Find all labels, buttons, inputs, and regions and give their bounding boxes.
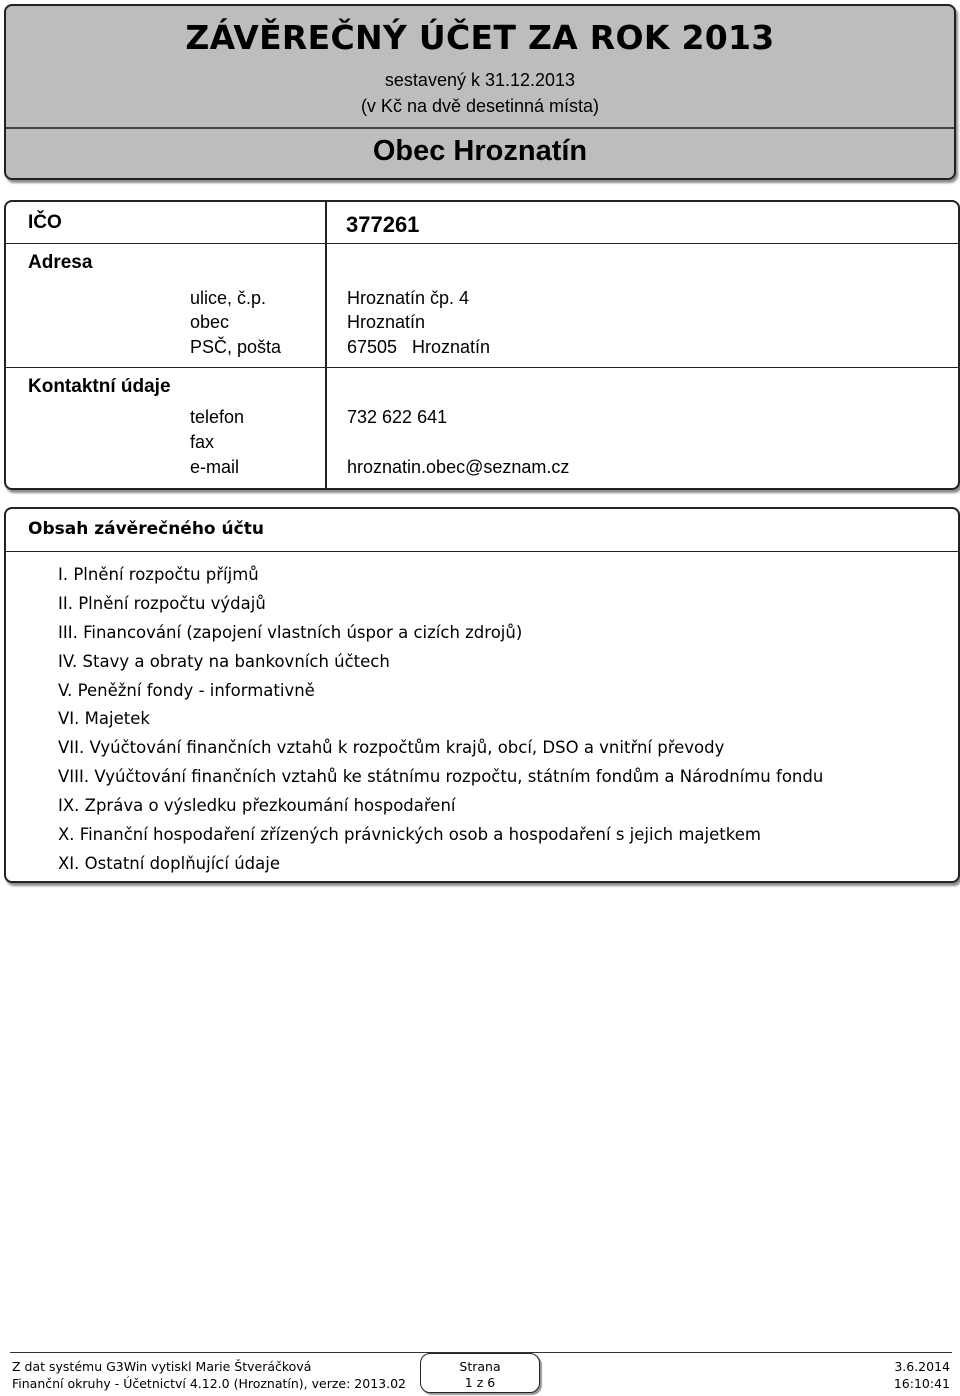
town-label: obec — [190, 312, 230, 332]
footer-module: Finanční okruhy - Účetnictví 4.12.0 (Hroznatín), verze: 2013.02 — [12, 1376, 406, 1391]
report-date: sestavený k 31.12.2013 — [384, 70, 576, 90]
email-label: e-mail — [190, 457, 240, 477]
report-units: (v Kč na dvě desetinná místa) — [360, 96, 600, 116]
footer-time: 16:10:41 — [893, 1376, 950, 1391]
row-divider — [6, 243, 958, 244]
row-divider — [6, 367, 958, 368]
list-item: VIII. Vyúčtování finančních vztahů ke státnímu rozpočtu, státním fondům a Národnímu fondu — [58, 767, 824, 787]
page-label: Strana — [459, 1359, 501, 1374]
phone-label: telefon — [190, 407, 245, 427]
contents-divider — [6, 551, 958, 552]
phone-value: 732 622 641 — [347, 407, 448, 427]
list-item: I. Plnění rozpočtu příjmů — [58, 565, 259, 584]
street-label: ulice, č.p. — [190, 288, 267, 308]
report-header — [4, 4, 956, 180]
contents-list — [58, 561, 823, 879]
contacts-label: Kontaktní údaje — [28, 376, 171, 397]
ico-label: IČO — [28, 212, 62, 233]
footer-date: 3.6.2014 — [894, 1359, 950, 1374]
page-indicator — [420, 1353, 540, 1393]
list-item: II. Plnění rozpočtu výdajů — [58, 593, 266, 613]
postcode-value: 67505 — [347, 337, 398, 357]
list-item: X. Finanční hospodaření zřízených právnických osob a hospodaření s jejich majetkem — [58, 825, 761, 845]
list-item: VI. Majetek — [58, 709, 150, 729]
list-item: IV. Stavy a obraty na bankovních účtech — [58, 651, 390, 671]
list-item: VII. Vyúčtování finančních vztahů k rozpočtům krajů, obcí, DSO a vnitřní převody — [58, 738, 725, 758]
list-item: V. Peněžní fondy - informativně — [58, 680, 315, 700]
address-label: Adresa — [28, 252, 93, 273]
contents-section — [4, 507, 960, 883]
email-value: hroznatin.obec@seznam.cz — [347, 457, 570, 477]
list-item: XI. Ostatní doplňující údaje — [58, 853, 280, 873]
town-value: Hroznatín — [347, 312, 426, 332]
municipality-name: Obec Hroznatín — [372, 135, 588, 167]
column-divider — [325, 202, 327, 488]
postcode-label: PSČ, pošta — [190, 337, 282, 357]
footer-source: Z dat systému G3Win vytiskl Marie Štveráčková — [12, 1359, 312, 1374]
identity-section — [4, 200, 960, 490]
post-office-value: Hroznatín — [412, 337, 491, 357]
fax-label: fax — [190, 432, 215, 452]
list-item: III. Financování (zapojení vlastních úspor a cizích zdrojů) — [58, 622, 523, 642]
ico-value: 377261 — [346, 212, 420, 237]
report-title: ZÁVĚREČNÝ ÚČET ZA ROK 2013 — [185, 18, 775, 57]
contents-title: Obsah závěrečného účtu — [28, 519, 264, 539]
page-number: 1 z 6 — [464, 1375, 496, 1390]
list-item: IX. Zpráva o výsledku přezkoumání hospodaření — [58, 796, 456, 816]
header-divider — [6, 127, 954, 129]
street-value: Hroznatín čp. 4 — [347, 288, 470, 308]
